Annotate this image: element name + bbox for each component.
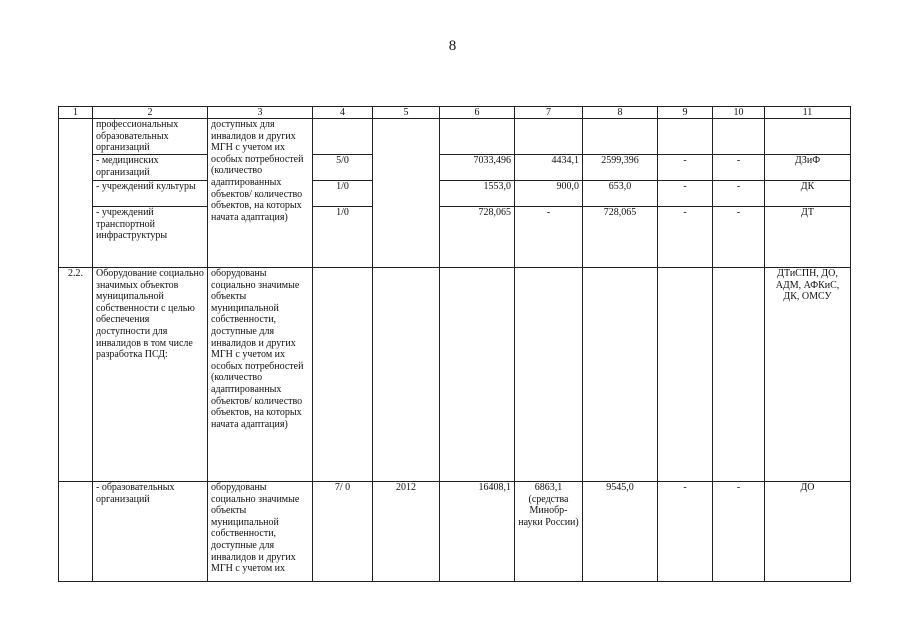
cell-c10: - — [713, 207, 765, 268]
table-row — [59, 268, 851, 482]
cell-federal: 6863,1 (средства Минобр-науки России) — [515, 482, 583, 582]
cell-title: - учреждений транспортной инфраструктуры — [93, 207, 208, 268]
cell-total — [440, 268, 515, 482]
cell-year — [373, 119, 440, 268]
cell-total: 7033,496 — [440, 155, 515, 181]
cell-indicator: оборудованы социально значимые объекты муниципальной собственности, доступные для инвалидов и других МГН с учетом их — [208, 482, 313, 582]
cell-federal — [515, 268, 583, 482]
column-number: 6 — [440, 107, 515, 119]
column-number: 11 — [765, 107, 851, 119]
column-number: 8 — [583, 107, 658, 119]
cell-federal: 900,0 — [515, 181, 583, 207]
cell-title: профессиональных образовательных организаций — [93, 119, 208, 155]
column-number: 7 — [515, 107, 583, 119]
cell-regional: 653,0 — [583, 181, 658, 207]
cell-count: 1/0 — [313, 207, 373, 268]
cell-count — [313, 119, 373, 155]
cell-c10: - — [713, 155, 765, 181]
cell-federal — [515, 119, 583, 155]
cell-c10 — [713, 119, 765, 155]
cell-federal: - — [515, 207, 583, 268]
cell-federal: 4434,1 — [515, 155, 583, 181]
cell-c9: - — [658, 155, 713, 181]
cell-indicator: оборудованы социально значимые объекты муниципальной собственности, доступные для инвалидов и других МГН с учетом их особых потребностей (количество адаптированных объектов/ количество объектов, на которых начата адаптация) — [208, 268, 313, 482]
column-number: 9 — [658, 107, 713, 119]
cell-c10: - — [713, 482, 765, 582]
column-number: 4 — [313, 107, 373, 119]
column-numbers-row — [59, 107, 851, 119]
table-row — [59, 155, 851, 181]
cell-count: 1/0 — [313, 181, 373, 207]
cell-regional — [583, 268, 658, 482]
cell-c9 — [658, 119, 713, 155]
cell-total: 1553,0 — [440, 181, 515, 207]
cell-indicator: доступных для инвалидов и других МГН с учетом их особых потребностей (количество адаптированных объектов/ количество объектов, на которых начата адаптация) — [208, 119, 313, 268]
cell-num — [59, 119, 93, 268]
table-row — [59, 181, 851, 207]
cell-c9: - — [658, 207, 713, 268]
cell-year: 2012 — [373, 482, 440, 582]
page-number: 8 — [448, 38, 457, 54]
column-number: 3 — [208, 107, 313, 119]
table-row — [59, 119, 851, 155]
column-number: 2 — [93, 107, 208, 119]
cell-c9: - — [658, 482, 713, 582]
cell-total — [440, 119, 515, 155]
cell-executor: ДО — [765, 482, 851, 582]
cell-c10 — [713, 268, 765, 482]
column-number: 1 — [59, 107, 93, 119]
table-row — [59, 207, 851, 268]
cell-total: 728,065 — [440, 207, 515, 268]
cell-c9: - — [658, 181, 713, 207]
column-number: 10 — [713, 107, 765, 119]
cell-count — [313, 268, 373, 482]
table-row — [59, 482, 851, 582]
cell-regional — [583, 119, 658, 155]
cell-c10: - — [713, 181, 765, 207]
cell-num — [59, 482, 93, 582]
program-table — [58, 106, 851, 582]
cell-num: 2.2. — [59, 268, 93, 482]
cell-regional: 728,065 — [583, 207, 658, 268]
cell-count: 7/ 0 — [313, 482, 373, 582]
cell-title: - образовательных организаций — [93, 482, 208, 582]
cell-executor: ДЗиФ — [765, 155, 851, 181]
cell-executor — [765, 119, 851, 155]
cell-total: 16408,1 — [440, 482, 515, 582]
cell-regional: 2599,396 — [583, 155, 658, 181]
cell-title: - медицинских организаций — [93, 155, 208, 181]
cell-executor: ДТ — [765, 207, 851, 268]
cell-title: - учреждений культуры — [93, 181, 208, 207]
cell-title: Оборудование социально значимых объектов муниципальной собственности с целью обеспечения доступности для инвалидов в том числе разработка ПСД: — [93, 268, 208, 482]
column-number: 5 — [373, 107, 440, 119]
cell-count: 5/0 — [313, 155, 373, 181]
cell-c9 — [658, 268, 713, 482]
cell-regional: 9545,0 — [583, 482, 658, 582]
cell-executor: ДК — [765, 181, 851, 207]
cell-executor: ДТиСПН, ДО, АДМ, АФКиС, ДК, ОМСУ — [765, 268, 851, 482]
cell-year — [373, 268, 440, 482]
